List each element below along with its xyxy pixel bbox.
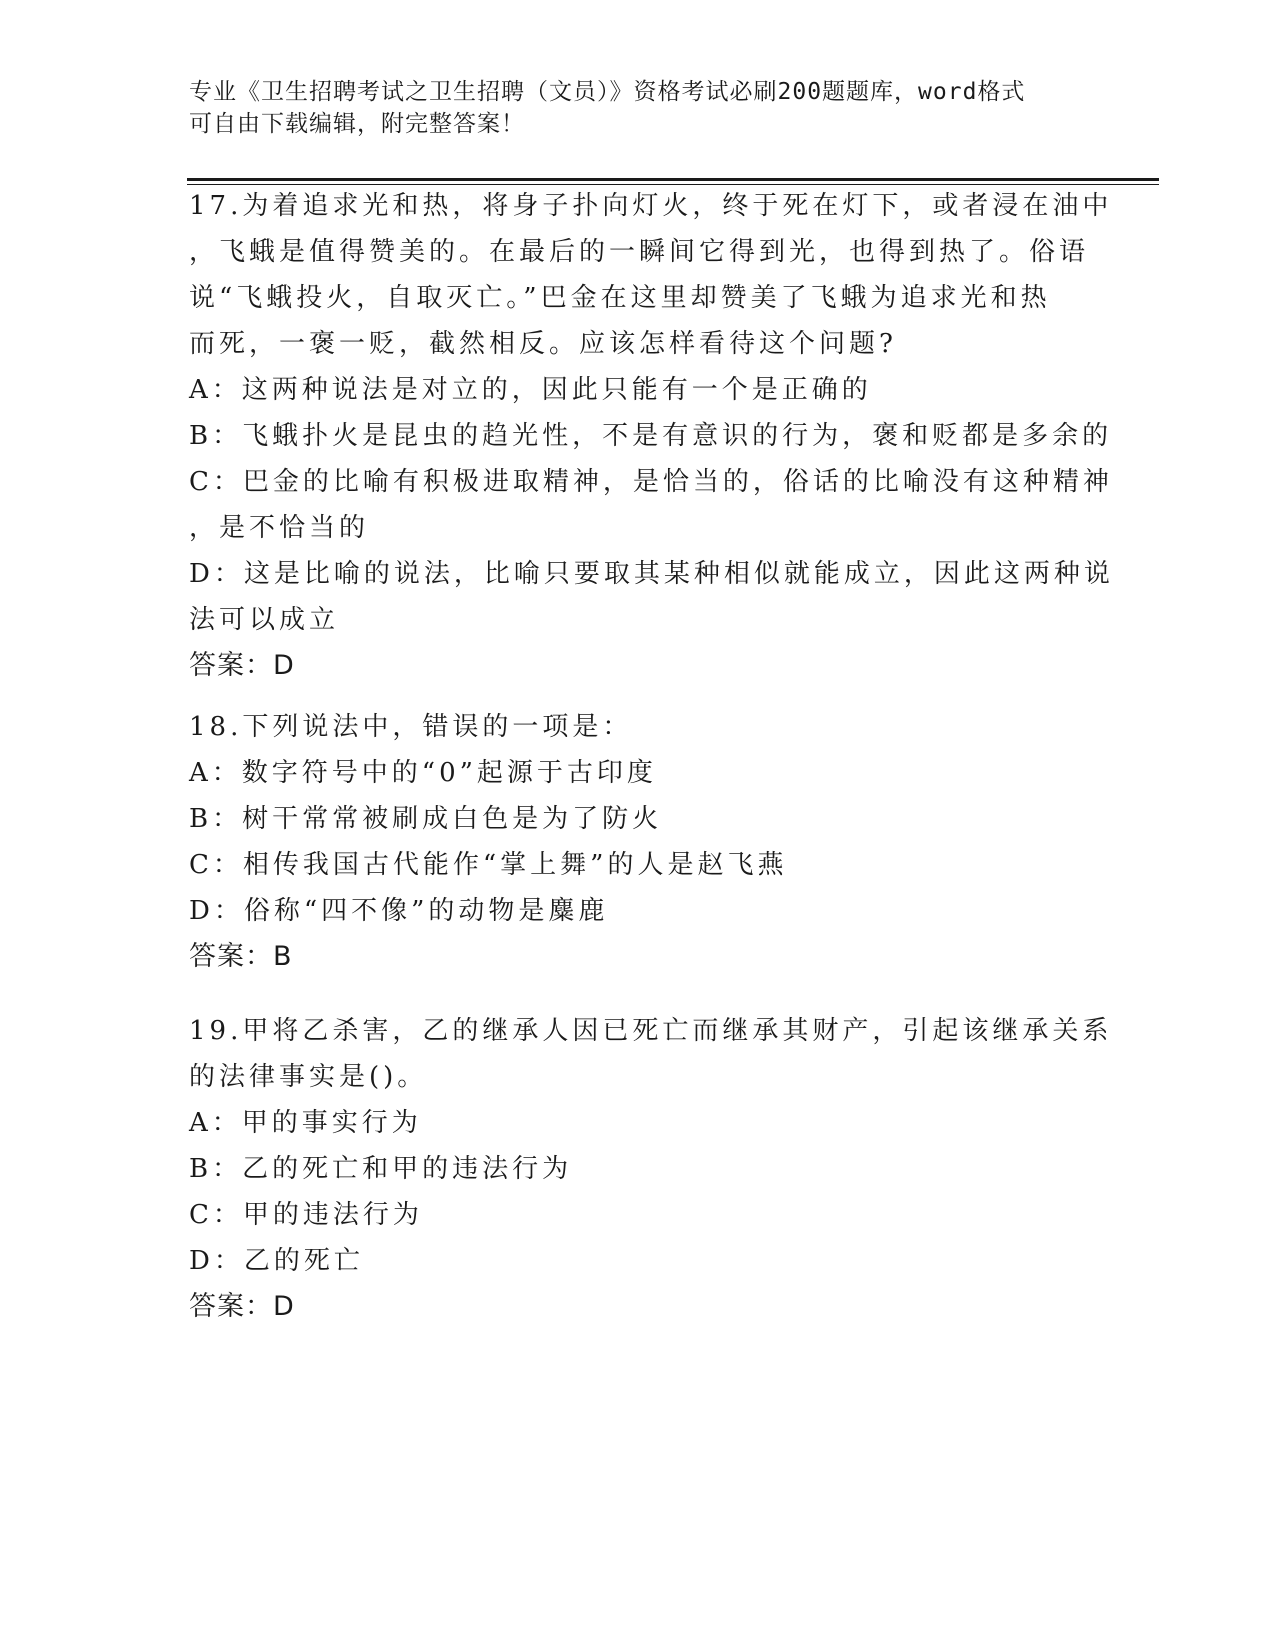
answer-label: 答案：D [189, 1291, 295, 1322]
option-b: B：飞蛾扑火是昆虫的趋光性，不是有意识的行为，褒和贬都是多余的 [189, 421, 1113, 451]
header-line: 可自由下载编辑，附完整答案！ [189, 111, 525, 137]
option-d: D：俗称“四不像”的动物是麋鹿 [189, 896, 609, 926]
option-d-continued: 法可以成立 [189, 605, 340, 635]
option-a: A：甲的事实行为 [189, 1108, 422, 1138]
question-text-line: 说“飞蛾投火，自取灭亡。”巴金在这里却赞美了飞蛾为追求光和热 [189, 283, 1051, 313]
option-b: B：乙的死亡和甲的违法行为 [189, 1154, 573, 1184]
question-text-line: ，飞蛾是值得赞美的。在最后的一瞬间它得到光，也得到热了。俗语 [189, 237, 1090, 267]
answer-label: 答案：B [189, 941, 293, 972]
option-a: A：数字符号中的“0”起源于古印度 [189, 758, 657, 788]
option-c: C：巴金的比喻有积极进取精神，是恰当的，俗话的比喻没有这种精神 [189, 467, 1113, 497]
question-18 [189, 704, 1089, 980]
header-line: 专业《卫生招聘考试之卫生招聘（文员）》资格考试必刷200题题库，word格式 [189, 79, 1026, 105]
question-17 [189, 183, 1114, 689]
answer-label: 答案：D [189, 650, 295, 681]
document-header [189, 76, 1089, 140]
question-text-line: 19.甲将乙杀害，乙的继承人因已死亡而继承其财产，引起该继承关系 [189, 1016, 1113, 1046]
option-d: D：这是比喻的说法，比喻只要取其某种相似就能成立，因此这两种说 [189, 559, 1114, 589]
question-19 [189, 1008, 1113, 1330]
question-text-line: 而死，一褒一贬，截然相反。应该怎样看待这个问题? [189, 329, 897, 359]
option-b: B：树干常常被刷成白色是为了防火 [189, 804, 663, 834]
option-d: D：乙的死亡 [189, 1246, 364, 1276]
option-c: C：相传我国古代能作“掌上舞”的人是赵飞燕 [189, 850, 788, 880]
header-divider-thick [187, 178, 1159, 181]
option-c-continued: ，是不恰当的 [189, 513, 370, 543]
option-c: C：甲的违法行为 [189, 1200, 423, 1230]
option-a: A：这两种说法是对立的，因此只能有一个是正确的 [189, 375, 872, 405]
question-text-line: 18.下列说法中，错误的一项是： [189, 712, 633, 742]
question-text-line: 的法律事实是()。 [189, 1062, 428, 1092]
question-text-line: 17.为着追求光和热，将身子扑向灯火，终于死在灯下，或者浸在油中 [189, 191, 1113, 221]
